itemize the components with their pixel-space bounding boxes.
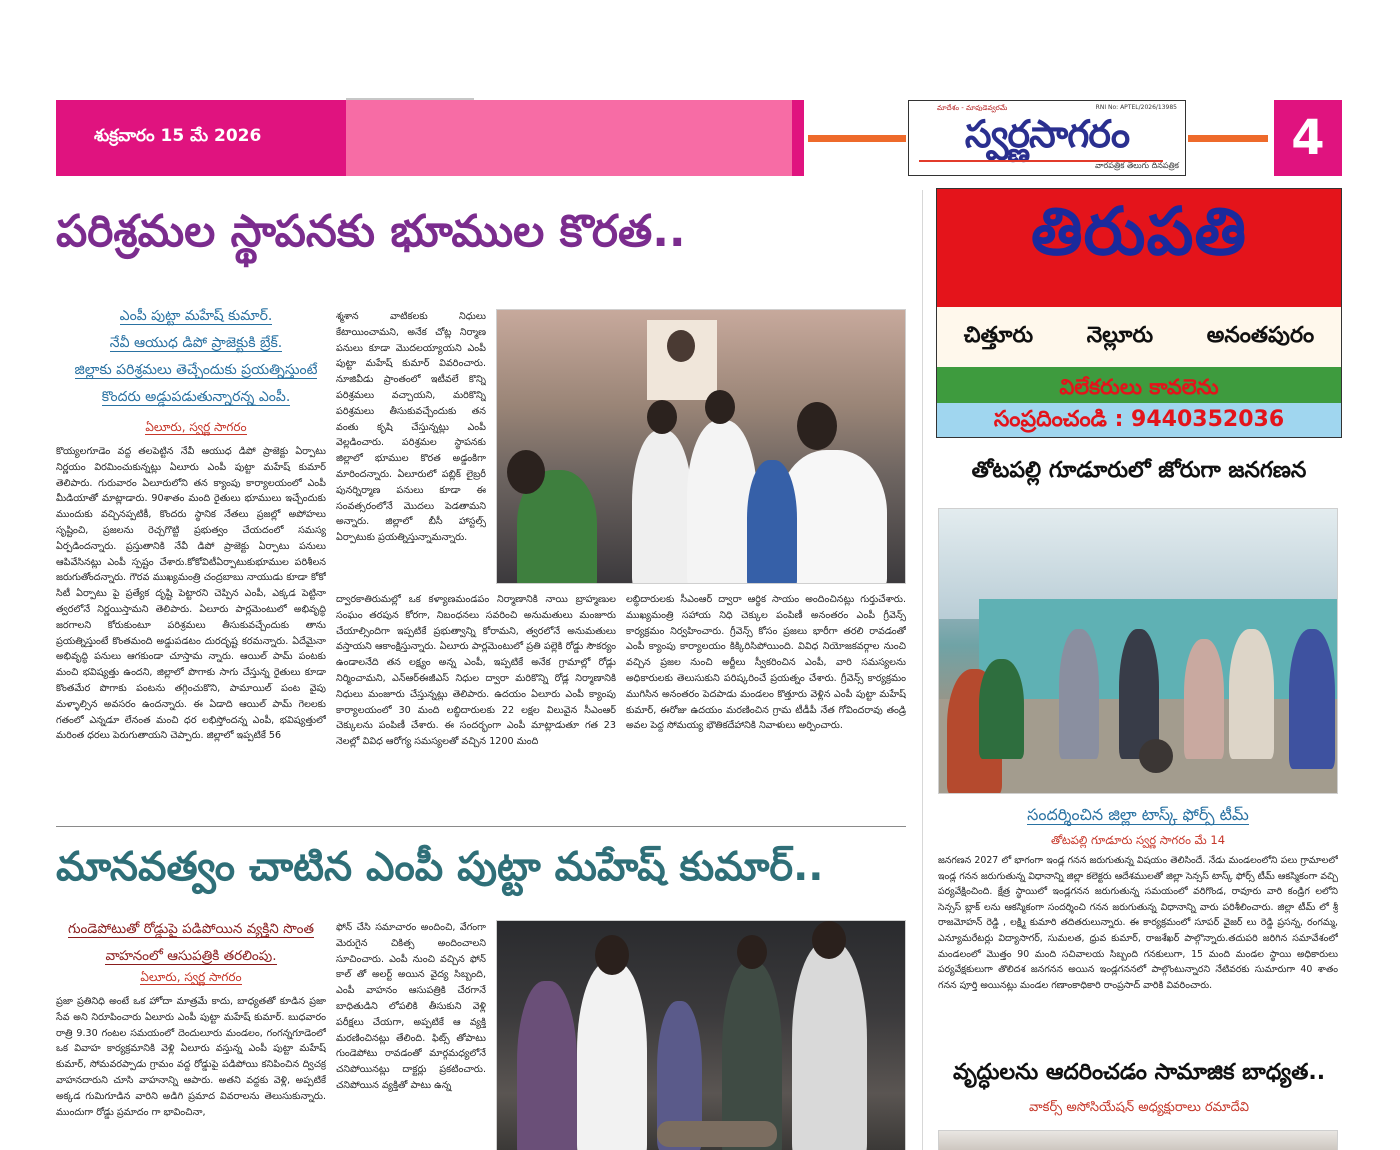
ad-title: తిరుపతి (1030, 193, 1248, 270)
story1-subhead-line: కొందరు అడ్డుపడుతున్నారన్న ఎంపీ. (101, 389, 291, 405)
page-number: 4 (1274, 100, 1342, 176)
fallen-person (657, 1121, 777, 1147)
crowd-head (797, 402, 837, 450)
night-figure (517, 981, 577, 1150)
story2-column-2: ఫోన్ చేసి సమాచారం అందించి, వేగంగా మెరుగైన చికిత్స అందించాలని సూచించారు. ఎంపీ నుంచి వచ్చిన ఫోన్ కాల్ తో అలర్ట్ అయిన వైద్య సిబ్బంది, ఎంపీ వాహనం ఆసుపత్రికి చేరగానే బాధితుడిని లోపలికి తీసుకుని వెళ్లి పరీక్షలు చేయగా, అప్పటికే ఆ వ్యక్తి మరణించినట్లు తేలింది. ఫిట్స్ తోపాటు గుండెపోటు రావడంతో మార్గమధ్యలోనే చనిపోయినట్లు దాక్టర్లు ప్రకటించారు. చనిపోయిన వ్యక్తితో పాటు ఉన్న (336, 922, 486, 1091)
side1-body: జనగణన 2027 లో భాగంగా ఇండ్ల గనన జరుగుతున్న విషయం తెలిసిందే. నేడు మండలంలోని పలు గ్రామాలలో ఇండ్ల గనన జరుగుతున్న విధానాన్ని జిల్లా కలెక్టరు ఆదేశములతో జిల్లా సెన్సస్ టాస్క్ ఫోర్స్ టీమ్ ఆకస్మికంగా వచ్చి పర్యవేక్షించింది. క్షేత్ర స్థాయిలో ఇండ్లగనన జరుగుతున్న సమయంలో వరిగొండ, రావూరు వారి కండ్రిగ లలోని సెన్సస్ బ్లాక్ లను ఆకస్మికంగా సందర్శించి గనన జరుగుతున్న విధానాన్ని వారు పరిశీలించారు. జిల్లా టీమ్ లో శ్రీ రాజమోహన్ రెడ్డి , లక్ష్మి కుమారి తదితరులున్నారు. ఈ కార్యక్రమంలో సూపర్ వైజర్ లు రెడ్డి ప్రసన్న, రంగమ్మ, ఎన్యూమరేటర్లు విద్యాసాగర్, సుమలత, ధ్రువ కుమార్, రాజశేఖర్ పాల్గొన్నారు.తదుపరి జరిగిన సమావేశంలో మండలంలో మొత్తం 90 మంది సచివాలయ సిబ్బంది గనకులుగా, 15 మంది మండల స్థాయి అధికారులు పర్యవేక్షకులుగా తొలిదశ జనగనన అయిన ఇండ్లగననలో పాల్గొంటున్నారని నేటివరకు సుమారుగా 40 శాతం గనన పూర్తి అయినట్లు మండల గణాంకాధికారి రాంప్రసాద్ వారికి వివరించారు. (938, 855, 1338, 991)
field-figure (1289, 629, 1335, 769)
issue-date: శుక్రవారం 15 మే 2026 (94, 126, 262, 146)
header-band-end (792, 100, 804, 176)
story2-byline (56, 970, 326, 987)
field-figure (1184, 639, 1224, 759)
story2-subhead (56, 916, 326, 970)
story1-column-3: లబ్ధిదారులకు సీఎంఆర్ ద్వారా ఆర్థిక సాయం అందించినట్లు గుర్తుచేశారు. ముఖ్యమంత్రి సహాయ నిధి చెక్కుల పంపిణీ అనంతరం ఎంపీ గ్రీవెన్స్ కార్యక్రమం నిర్వహించారు. గ్రీవెన్స్ కోసం ప్రజలు భారీగా తరలి రావడంతో ఎంపీ క్యాంపు కార్యాలయం కిక్కిరిసిపోయింది. వివిధ నియోజకవర్గాల నుంచి వచ్చిన ప్రజల నుంచి అర్జీలు స్వీకరించిన ఎంపీ, వారి సమస్యలను అధికారులకు తెలుసుకుని పరిష్కరించే ప్రయత్నం చేశారు. గ్రీవెన్స్ కార్యక్రమం ముగిసిన అనంతరం పెదపాడు మండలం కొత్తూరు వెళ్లిన ఎంపీ పుట్టా మహేష్ కుమార్, ఈరోజు ఉదయం మరణించిన గ్రామ టీడీపీ నేత గోవిందరావు తండ్రి అవల పెద్ద సోమయ్య భౌతికదేహానికి నివాళులు అర్పించారు. (626, 594, 906, 732)
masthead-subtitle: వారపత్రిక తెలుగు దినపత్రిక (1095, 161, 1179, 170)
side1-headline: తోటపల్లి గూడూరులో జోరుగా జనగణన (971, 458, 1307, 483)
field-figure (979, 659, 1024, 759)
side1-caption (938, 805, 1338, 828)
story2-headline: మానవత్వం చాటిన ఎంపీ పుట్టా మహేష్ కుమార్.. (56, 844, 824, 890)
clay-pot (1139, 739, 1173, 773)
side1-dateline: తోటపల్లి గూడూరు స్వర్ణ సాగరం మే 14 (1050, 833, 1226, 847)
side2-subhead: వాకర్స్ అసోసియేషన్ అధ్యక్షురాలు రమాదేవి (1028, 1100, 1250, 1115)
masthead-rule-right (1188, 135, 1268, 142)
story1-column-2b: ద్వారకాతిరుమల్లో ఒక కళ్యాణమండపం నిర్మాణానికి నాయి బ్రాహ్మణుల సంఘం తరపున కోరగా, నిబంధనలు సవరించి అనుమతులు మంజూరు చేయాల్సిందిగా ఇప్పటికే ప్రభుత్వాన్ని కోరామని, త్వరలోనే అనుమతులు వస్తాయని ఆకాంక్షిస్తున్నారు. ఏలూరు పార్లమెంటులో ప్రతి పల్లెకి రోడ్డు సౌకర్యం ఉండాలనేది తన లక్ష్యం అన్న ఎంపీ, ఇప్పటికే అనేక గ్రామాల్లో రోడ్లు నిర్మించామని, ఎన్ఆర్ఈజీఎస్ నిధుల ద్వారా మరికొన్ని రోడ్ల నిర్మాణానికి నిధులు మంజూరు చేస్తున్నట్లు తెలిపారు. ఉదయం ఏలూరు ఎంపీ క్యాంపు కార్యాలయంలో 30 మంది లబ్ధిదారులకు 22 లక్షల విలువైన సీఎంఆర్ చెక్కులను పంపిణీ చేశారు. ఈ సందర్భంగా ఎంపీ మాట్లాడుతూ గత 23 నెలల్లో వివిధ ఆరోగ్య సమస్యలతో వచ్చిన 1200 మంది (336, 594, 616, 748)
ad-city: నెల్లూరు (1086, 323, 1154, 348)
crowd-head (647, 400, 677, 434)
ad-contact: సంప్రదించండి : 9440352036 (993, 407, 1285, 432)
side1-photo (938, 508, 1338, 794)
crowd-figure (747, 460, 797, 584)
story1-headline: పరిశ్రమల స్థాపనకు భూముల కొరత.. (56, 206, 686, 257)
field-figure (1059, 629, 1099, 759)
side1-caption-text: సందర్శించిన జిల్లా టాస్క్ ఫోర్స్ టీమ్ (1027, 805, 1249, 824)
poster-face (667, 330, 695, 362)
story2-subhead-line: వాహనంలో ఆసుపత్రికి తరలింపు. (105, 948, 277, 964)
field-figure (1229, 629, 1274, 759)
ad-wanted: విలేకరులు కావలెను (1059, 375, 1219, 399)
masthead-logo (908, 100, 1186, 176)
story2-column-1: ప్రజా ప్రతినిధి అంటే ఒక హోదా మాత్రమే కాదు, బాధ్యతతో కూడిన ప్రజా సేవ అని నిరూపించారు ఏలూరు ఎంపీ పుట్టా మహేష్ కుమార్. బుధవారం రాత్రి 9.30 గంటల సమయంలో దెందులూరు మండలం, గంగన్నగూడెంలో ఒక వివాహ కార్యక్రమానికి వెళ్లి ఏలూరు వస్తున్న ఎంపీ పుట్టా మహేష్ కుమార్, సోమవరప్పాడు గ్రామం వద్ద రోడ్డుపై పడిపోయి కనిపించిన ద్విచక్ర వాహనదారుని చూసి వాహనాన్ని ఆపారు. అతని వద్దకు వెళ్లి, అప్పటికే అక్కడ గుమిగూడిన వారిని అడిగి ప్రమాద వివరాలను తెలుసుకున్నారు. ముందుగా రోడ్డు ప్రమాదం గా భావించినా, (56, 996, 326, 1118)
story1-column-1: కొయ్యలగూడెం వద్ద తలపెట్టిన నేవీ ఆయుధ డిపో ప్రాజెక్టు ఏర్పాటు నిర్ణయం విరమించుకున్నట్లు ఏలూరు ఎంపీ పుట్టా మహేష్ కుమార్ తెలిపారు. గురువారం ఏలూరులోని తన క్యాంపు కార్యాలయంలో ఎంపీ మీడియాతో మాట్లాడారు. 90శాతం మంది రైతులు భూములు ఇచ్చేందుకు ముందుకు వచ్చినప్పటికీ, కొందరు స్థానిక నేతలు ప్రజల్లో అపోహలు సృష్టించి, ప్రజలను రెచ్చగొట్టి ప్రభుత్వం చేయదంలో సమస్య ఏర్పడిందన్నారు. ప్రస్తుతానికి నేవీ డిపో ప్రాజెక్టు ఏర్పాటు పనులు ఆపివేసినట్లు ఎంపీ స్పష్టం చేశారు.కోకోవిటీఏర్పాటుకుభూముల పరిశీలన జరుగుతోందన్నారు. గౌరవ ముఖ్యమంత్రి చంద్రబాబు నాయుడు కూడా కోకో సిటీ ఏర్పాటు పై ప్రత్యేక దృష్టి పెట్టారని చెప్పిన ఎంపీ, ఎక్కడ పెట్టినా త్వరలోనే నిర్ణయిస్తామని తెలిపారు. ఏలూరు పార్లమెంటులో అభివృద్ధి జరగాలని కోరుకుంటూ పరిశ్రమలు తీసుకువచ్చేందుకు తాను ప్రయత్నిస్తుంటే కొంతమంది అడ్డుపడటం దురదృష్ట కరమన్నారు. ఏదేమైనా అభివృద్ధి పనులు ఆగకుండా చూస్తామ న్నారు. ఆయిల్ పామ్ పంటకు మంచి భవిష్యత్తు ఉందని, జిల్లాలో పొగాకు సాగు చేస్తున్న రైతులు కూడా కొంతమేర పొగాకు పంటను తగ్గించుకొని, పామాయిల్ పంట వైపు మళ్ళాల్సిన అవసరం ఉందన్నారు. ఈ ఏడాది ఆయిల్ పామ్ గెలలకు గతంలో ఎన్నడూ లేనంత మంచి ధర లభిస్తోందన్న ఎంపీ, భవిష్యత్తులో మరింత ధరలు పెరుగుతాయని చెప్పారు. జిల్లాలో ఇప్పటికే 56 (56, 446, 326, 742)
story1-subhead-line: ఎంపీ పుట్టా మహేష్ కుమార్. (119, 308, 273, 324)
story1-subhead-line: నేవీ ఆయుధ డిపో ప్రాజెక్టుకి బ్రేక్. (109, 335, 283, 351)
story1-byline (56, 420, 336, 437)
masthead-title: స్వర్ణసాగరం (964, 112, 1130, 156)
story1-column-2a: శ్మశాన వాటికలకు నిధులు కేటాయించామని, అనేక చోట్ల నిర్మాణ పనులు కూడా మొదలయ్యాయని ఎంపీ పుట్టా మహేష్ కుమార్ వివరించారు. నూజివీడు ప్రాంతంలో ఇటీవలే కొన్ని పరిశ్రమలు వచ్చాయని, మరికొన్ని పరిశ్రమలు తీసుకువచ్చేందుకు తన వంతు కృషి చేస్తున్నట్లు ఎంపీ వెల్లడించారు. పరిశ్రమల స్థాపనకు జిల్లాలో భూముల కొరత అడ్డంకిగా మారిందన్నారు. ఏలూరులో పబ్లిక్ లైబ్రరీ పునర్నిర్మాణ పనులు కూడా ఈ సంవత్సరంలోనే మొదలు పెడతామని అన్నారు. జిల్లాలో బీసీ హాస్టల్స్ ఏర్పాటుకు ప్రయత్నిస్తున్నామన్నారు. (336, 311, 486, 544)
story2-subhead-line: గుండెపోటుతో రోడ్డుపై పడిపోయిన వ్యక్తిని సొంత (67, 921, 315, 937)
masthead-tagline: మాదేశం - మావుడెవ్వరమే (937, 104, 1008, 112)
masthead-rni: RNI No: APTEL/2026/13985 (1095, 104, 1177, 111)
story1-subhead (56, 303, 336, 411)
tirupathi-ad (936, 188, 1342, 438)
masthead-rule-left (808, 135, 906, 142)
side2-photo (938, 1130, 1338, 1150)
side2-headline: వృద్ధులను ఆదరించడం సామాజిక బాధ్యత.. (952, 1060, 1326, 1085)
night-head (595, 935, 629, 975)
crowd-figure (632, 430, 692, 584)
crowd-head (705, 390, 735, 424)
column-rule (922, 190, 923, 1150)
story2-photo (496, 920, 906, 1150)
ad-city: అనంతపురం (1206, 323, 1315, 348)
story2-byline-text: ఏలూరు, స్వర్ణ సాగరం (140, 970, 242, 984)
ad-cities (937, 323, 1341, 353)
ad-city: చిత్తూరు (963, 323, 1034, 348)
crowd-head (507, 450, 545, 494)
night-figure (577, 961, 647, 1150)
story1-photo (496, 309, 906, 584)
story1-byline-text: ఏలూరు, స్వర్ణ సాగరం (145, 420, 247, 434)
story1-subhead-line: జిల్లాకు పరిశ్రమలు తెచ్చేందుకు ప్రయత్నిస్తుంటే (74, 362, 318, 378)
night-head (812, 921, 846, 959)
night-figure (792, 941, 867, 1150)
section-divider (56, 826, 906, 827)
night-head (737, 935, 767, 969)
header-band (346, 100, 792, 176)
